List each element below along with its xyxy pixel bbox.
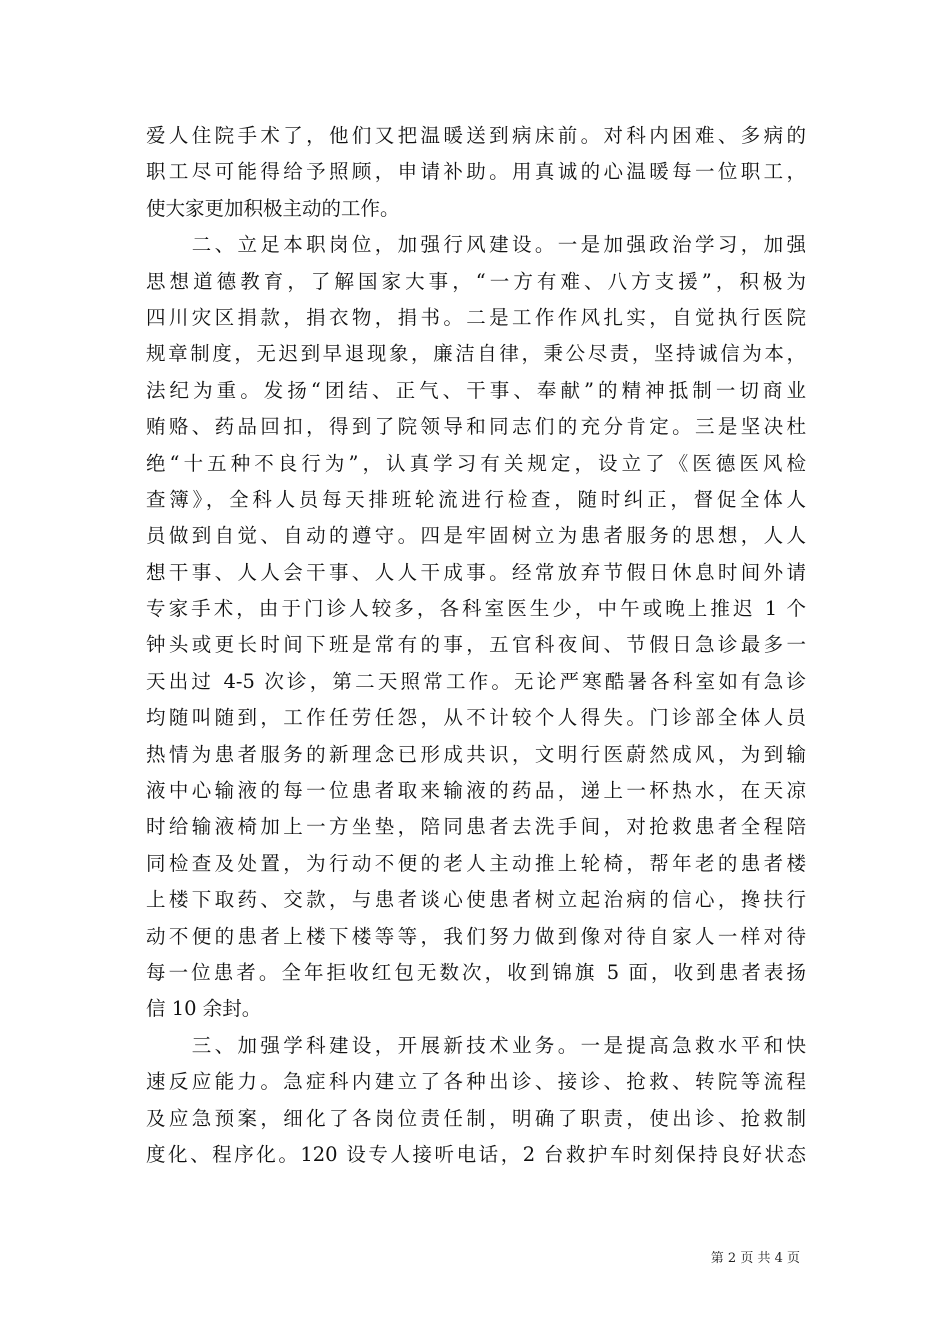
text-line: 四川灾区捐款，捐衣物，捐书。二是工作作风扎实，自觉执行医院: [146, 305, 806, 329]
text-line: 信 10 余封。: [146, 997, 262, 1021]
text-line: 员做到自觉、自动的遵守。四是牢固树立为患者服务的思想，人人: [146, 524, 806, 548]
text-line: 及应急预案，细化了各岗位责任制，明确了职责，使出诊、抢救制: [146, 1106, 806, 1130]
text-line: 时给输液椅加上一方坐垫，陪同患者去洗手间，对抢救患者全程陪: [146, 815, 806, 839]
text-line: 二、立足本职岗位，加强行风建设。一是加强政治学习，加强: [146, 233, 806, 257]
text-line: 每一位患者。全年拒收红包无数次，收到锦旗 5 面，收到患者表扬: [146, 960, 806, 984]
text-line: 绝“十五种不良行为”，认真学习有关规定，设立了《医德医风检: [146, 451, 806, 475]
text-line: 速反应能力。急症科内建立了各种出诊、接诊、抢救、转院等流程: [146, 1070, 806, 1094]
text-line: 贿赂、药品回扣，得到了院领导和同志们的充分肯定。三是坚决杜: [146, 415, 806, 439]
text-line: 专家手术，由于门诊人较多，各科室医生少，中午或晚上推迟 1 个: [146, 597, 806, 621]
text-line: 查簿》，全科人员每天排班轮流进行检查，随时纠正，督促全体人: [146, 487, 806, 511]
text-line: 法纪为重。发扬“团结、正气、干事、奉献”的精神抵制一切商业: [146, 378, 806, 402]
page-number: 第 2 页 共 4 页: [710, 1251, 800, 1266]
text-line: 钟头或更长时间下班是常有的事，五官科夜间、节假日急诊最多一: [146, 633, 806, 657]
text-line: 三、加强学科建设，开展新技术业务。一是提高急救水平和快: [146, 1033, 806, 1057]
text-line: 职工尽可能得给予照顾，申请补助。用真诚的心温暖每一位职工，: [146, 160, 806, 184]
text-line: 使大家更加积极主动的工作。: [146, 196, 400, 220]
text-line: 均随叫随到，工作任劳任怨，从不计较个人得失。门诊部全体人员: [146, 706, 806, 730]
text-line: 液中心输液的每一位患者取来输液的药品，递上一杯热水，在天凉: [146, 779, 806, 803]
text-line: 思想道德教育，了解国家大事，“一方有难、八方支援”，积极为: [146, 269, 806, 293]
body-text: [146, 118, 806, 1173]
text-line: 规章制度，无迟到早退现象，廉洁自律，秉公尽责，坚持诚信为本，: [146, 342, 806, 366]
text-line: 上楼下取药、交款，与患者谈心使患者树立起治病的信心，搀扶行: [146, 888, 806, 912]
text-line: 同检查及处置，为行动不便的老人主动推上轮椅，帮年老的患者楼: [146, 851, 806, 875]
text-line: 动不便的患者上楼下楼等等，我们努力做到像对待自家人一样对待: [146, 924, 806, 948]
text-line: 热情为患者服务的新理念已形成共识，文明行医蔚然成风，为到输: [146, 742, 806, 766]
text-line: 想干事、人人会干事、人人干成事。经常放弃节假日休息时间外请: [146, 560, 806, 584]
text-line: 天出过 4-5 次诊，第二天照常工作。无论严寒酷暑各科室如有急诊: [146, 669, 806, 693]
text-line: 度化、程序化。120 设专人接听电话，2 台救护车时刻保持良好状态: [146, 1142, 806, 1166]
text-line: 爱人住院手术了，他们又把温暖送到病床前。对科内困难、多病的: [146, 124, 806, 147]
